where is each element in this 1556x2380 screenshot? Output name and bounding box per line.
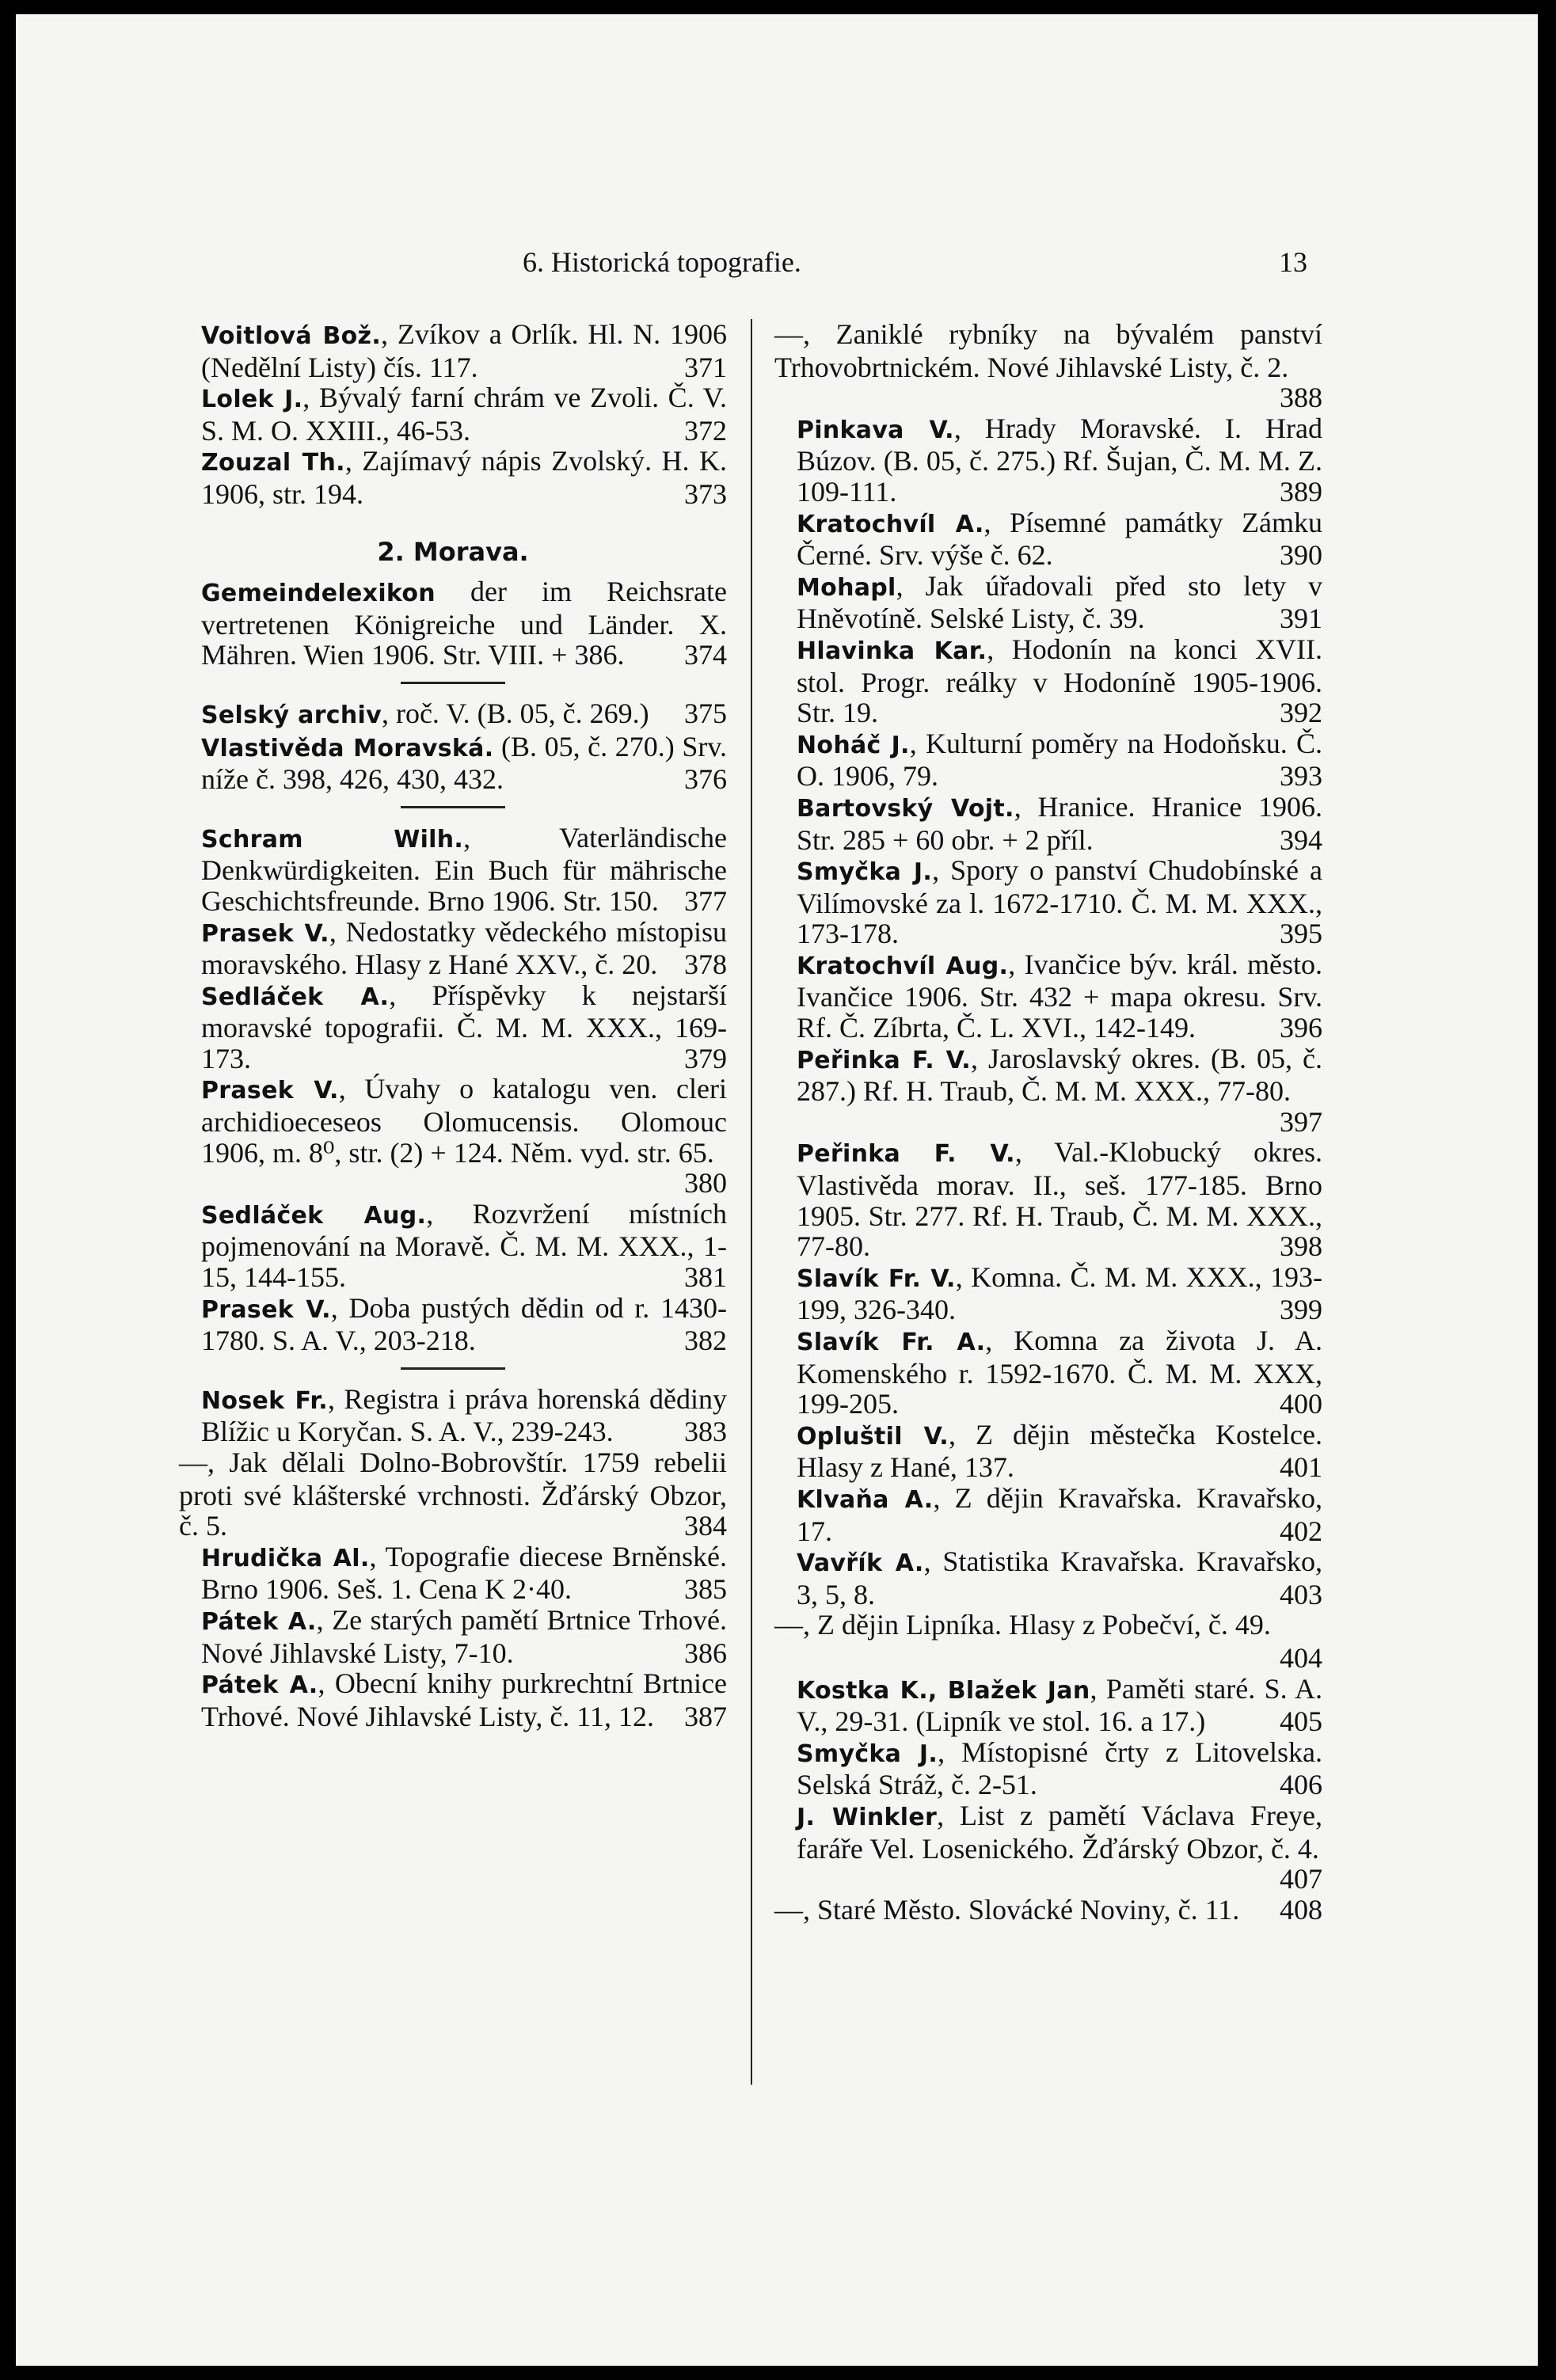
entry-number: 378 [684,949,727,981]
bibliography-entry [774,728,1322,792]
entry-author: Zouzal Th. [201,449,345,477]
entry-number: 371 [684,351,727,383]
entry-text: , Hrady Moravské. I. Hrad Búzov. (B. 05, č. 275.) Rf. Šujan, Č. M. M. Z. 109-111. [797,412,1322,508]
entry-number: 399 [1280,1294,1322,1326]
entry-text: , Rozvržení místních pojmenování na Moravě. Č. M. M. XXX., 1-15, 144-155. [201,1197,728,1294]
entry-text: , Topografie diecese Brněnské. Brno 1906. Seš. 1. Cena K 2·40. [201,1540,727,1606]
bibliography-entry [774,1420,1322,1483]
bibliography-entry [179,382,727,446]
entry-number: 389 [1280,475,1322,508]
entry-number: 402 [1280,1515,1322,1547]
entry-text: , Jaroslavský okres. (B. 05, č. 287.) Rf. H. Traub, Č. M. M. XXX., 77-80. [797,1042,1323,1108]
bibliography-entry [774,1895,1322,1928]
bibliography-entry [774,1800,1322,1895]
entry-author: Peřinka F. V. [797,1140,1015,1169]
bibliography-entry [179,1074,727,1198]
entry-text: , Nedostatky vědeckého místopisu moravského. Hlasy z Hané XXV., č. 20. [201,915,727,981]
entry-text: , Hodonín na konci XVII. stol. Progr. reálky v Hodoníně 1905-1906. Str. 19. [797,633,1322,729]
entry-text: , Místopisné črty z Litovelska. Selská Stráž, č. 2-51. [797,1736,1322,1801]
entry-number: 390 [1280,539,1322,572]
entry-text: —, Zaniklé rybníky na bývalém panství Trhovobrtnickém. Nové Jihlavské Listy, č. 2. [774,318,1322,383]
entry-number: 400 [1280,1388,1322,1420]
entry-number: 398 [1280,1230,1322,1263]
entry-text: , Ivančice býv. král. město. Ivančice 1906. Str. 432 + mapa okresu. Srv. Rf. Č. Zíbrta, Č. L. XVI., 142-149. [797,948,1323,1044]
entry-number: 380 [684,1167,727,1200]
entry-author: Hlavinka Kar. [797,637,987,665]
entry-number: 387 [684,1700,727,1732]
entry-author: Prasek V. [201,1295,331,1324]
entry-author: Nosek Fr. [201,1386,328,1415]
entry-author: Prasek V. [201,1077,339,1105]
entry-number: 401 [1280,1451,1322,1484]
bibliography-entry [179,698,727,732]
bibliography-entry [774,1737,1322,1800]
left-block-2 [179,576,727,671]
bibliography-entry [774,1546,1322,1610]
entry-author: Lolek J. [201,386,303,414]
entry-author: Gemeindelexikon [201,580,436,608]
entry-author: Vavřík A. [797,1549,924,1578]
bibliography-entry [774,1674,1322,1737]
entry-number: 393 [1280,760,1322,793]
separator-rule [401,806,505,808]
bibliography-entry [774,1483,1322,1546]
left-block-5 [179,1384,727,1732]
entry-author: Vlastivěda Moravská. [201,734,494,762]
column-divider [751,319,752,2085]
bibliography-entry [179,980,727,1074]
entry-number: 379 [684,1042,727,1074]
entry-text: , Zvíkov a Orlík. Hl. N. 1906 (Nedělní Listy) čís. 117. [201,318,727,383]
bibliography-entry [774,1262,1322,1325]
entry-text: —, Staré Město. Slovácké Noviny, č. 11. [774,1893,1240,1926]
entry-text: , Zajímavý nápis Zvolský. H. K. 1906, str. 194. [201,445,727,510]
bibliography-entry [774,855,1322,949]
separator-rule [401,1367,505,1370]
left-column [179,319,727,1732]
entry-number: 384 [684,1510,727,1542]
bibliography-entry [774,1610,1322,1673]
bibliography-entry [774,792,1322,855]
entry-text: der im Reichsrate vertretenen Königreiche und Länder. X. Mähren. Wien 1906. Str. VIII. + 386. [201,576,727,671]
entry-number: 375 [684,697,727,729]
entry-number: 403 [1280,1578,1322,1610]
entry-number: 397 [1280,1105,1322,1138]
entry-text: , Bývalý farní chrám ve Zvoli. Č. V. S. M. O. XXIII., 46-53. [201,382,727,447]
entry-text: , Doba pustých dědin od r. 1430-1780. S. A. V., 203-218. [201,1291,728,1357]
entry-author: Kratochvíl Aug. [797,952,1009,980]
bibliography-entry [774,571,1322,634]
bibliography-entry [179,1605,727,1668]
entry-number: 392 [1280,697,1322,729]
entry-text: , Spory o panství Chudobínské a Vilímovské za l. 1672-1710. Č. M. M. XXX., 173-178. [797,854,1322,950]
page [16,14,1538,2366]
bibliography-entry [179,1199,727,1293]
entry-text: —, Jak dělali Dolno-Bobrovštír. 1759 rebelii proti své klášterské vrchnosti. Žďárský Obzor, č. 5. [179,1447,727,1542]
entry-author: Pátek A. [201,1671,318,1700]
bibliography-entry [774,508,1322,571]
entry-number: 372 [684,414,727,447]
bibliography-entry [774,413,1322,508]
entry-author: Slavík Fr. A. [797,1329,986,1356]
bibliography-entry [774,1044,1322,1138]
right-column [774,319,1322,1927]
left-block-4 [179,823,727,1356]
entry-number: 386 [684,1637,727,1669]
entry-text: , Z dějin městečka Kostelce. Hlasy z Hané, 137. [797,1418,1322,1484]
bibliography-entry [179,319,727,382]
bibliography-entry [774,319,1322,413]
entry-author: Bartovský Vojt. [797,794,1014,823]
entry-author: Pátek A. [201,1607,317,1636]
right-block [774,319,1322,1927]
entry-text: , Komna za života J. A. Komenského r. 1592-1670. Č. M. M. XXX, 199-205. [797,1325,1323,1420]
bibliography-entry [179,1293,727,1356]
entry-author: J. Winkler [797,1803,938,1831]
bibliography-entry [179,1384,727,1447]
entry-number: 394 [1280,823,1322,856]
entry-text: , Písemné památky Zámku Černé. Srv. výše č. 62. [797,506,1322,572]
bibliography-entry [774,949,1322,1044]
entry-text: , Komna. Č. M. M. XXX., 193-199, 326-340. [797,1260,1322,1326]
left-block-3 [179,698,727,795]
entry-number: 406 [1280,1769,1322,1801]
entry-author: Pinkava V. [797,416,954,444]
entry-author: Smyčka J. [797,858,933,887]
entry-author: Voitlová Bož. [201,322,382,350]
entry-text: , Z dějin Kravařska. Kravařsko, 17. [797,1481,1322,1547]
entry-text: —, Z dějin Lipníka. Hlasy z Pobečví, č. 49. [774,1609,1271,1641]
page-number: 13 [1279,246,1307,278]
entry-number: 382 [684,1325,727,1357]
entry-number: 373 [684,477,727,510]
entry-number: 381 [684,1261,727,1294]
entry-text: , Val.-Klobucký okres. Vlastivěda morav. II., seš. 177-185. Brno 1905. Str. 277. Rf. H. Traub, Č. M. M. XXX., 77-80. [797,1136,1323,1263]
entry-number: 407 [1280,1863,1322,1895]
entry-author: Hrudička Al. [201,1544,370,1572]
entry-text: , roč. V. (B. 05, č. 269.) [381,697,649,729]
entry-text: , Jak úřadovali před sto lety v Hněvotíně. Selské Listy, č. 39. [797,569,1322,635]
entry-number: 391 [1280,603,1322,635]
entry-number: 374 [684,639,727,671]
separator-rule [401,682,505,684]
entry-author: Klvaňa A. [797,1485,934,1514]
bibliography-entry [179,446,727,509]
entry-number: 376 [684,763,727,796]
bibliography-entry [179,732,727,795]
bibliography-entry [179,917,727,980]
entry-text: , Vaterländische Denkwürdigkeiten. Ein Buch für mährische Geschichtsfreunde. Brno 1906. Str. 150. [201,821,727,917]
entry-text: (B. 05, č. 270.) Srv. níže č. 398, 426, 430, 432. [201,730,727,796]
bibliography-entry [179,1542,727,1605]
entry-number: 396 [1280,1012,1322,1044]
entry-text: , Obecní knihy purkrechtní Brtnice Trhové. Nové Jihlavské Listy, č. 11, 12. [201,1667,727,1732]
entry-text: , Paměti staré. S. A. V., 29-31. (Lipník ve stol. 16. a 17.) [797,1672,1323,1738]
bibliography-entry [179,1447,727,1542]
entry-author: Selský archiv [201,701,382,729]
bibliography-entry [179,823,727,917]
entry-author: Sedláček A. [201,983,390,1011]
entry-author: Schram Wilh. [201,825,464,854]
entry-text: , Statistika Kravařska. Kravařsko, 3, 5, 8. [797,1545,1322,1610]
bibliography-entry [179,1668,727,1732]
entry-author: Kostka K., Blažek Jan [797,1676,1090,1705]
entry-author: Sedláček Aug. [201,1201,427,1230]
entry-author: Mohapl [797,573,896,602]
entry-text: , Příspěvky k nejstarší moravské topografii. Č. M. M. XXX., 169-173. [201,979,727,1074]
entry-number: 408 [1280,1893,1322,1926]
entry-number: 388 [1280,382,1322,414]
left-block-1 [179,319,727,510]
entry-text: , Registra i práva horenská dědiny Blížic u Koryčan. S. A. V., 239-243. [201,1382,727,1448]
entry-number: 404 [1280,1641,1322,1674]
entry-text: , List z pamětí Václava Freye, faráře Vel. Losenického. Žďárský Obzor, č. 4. [797,1799,1322,1865]
entry-number: 383 [684,1416,727,1448]
section-title: 2. Morava. [377,536,529,567]
bibliography-entry [774,1137,1322,1261]
entry-author: Kratochvíl A. [797,510,984,538]
header-title: 6. Historická topografie. [523,246,801,278]
entry-author: Noháč J. [797,731,910,759]
entry-author: Smyčka J. [797,1739,938,1768]
entry-text: , Hranice. Hranice 1906. Str. 285 + 60 obr. + 2 příl. [797,790,1322,856]
entry-text: , Úvahy o katalogu ven. cleri archidioeceseos Olomucensis. Olomouc 1906, m. 8⁰, str. (2) + 124. Něm. vyd. str. 65. [201,1073,727,1169]
entry-author: Opluštil V. [797,1422,949,1450]
entry-author: Peřinka F. V. [797,1046,972,1074]
entry-author: Prasek V. [201,919,329,948]
entry-number: 385 [684,1573,727,1606]
entry-number: 395 [1280,918,1322,950]
entry-text: , Ze starých pamětí Brtnice Trhové. Nové Jihlavské Listy, 7-10. [201,1603,727,1669]
entry-text: , Kulturní poměry na Hodoňsku. Č. O. 1906, 79. [797,727,1322,793]
entry-number: 377 [684,884,727,917]
bibliography-entry [774,634,1322,728]
bibliography-entry [774,1325,1322,1420]
bibliography-entry [179,576,727,671]
entry-author: Slavík Fr. V. [797,1264,956,1293]
entry-number: 405 [1280,1705,1322,1738]
